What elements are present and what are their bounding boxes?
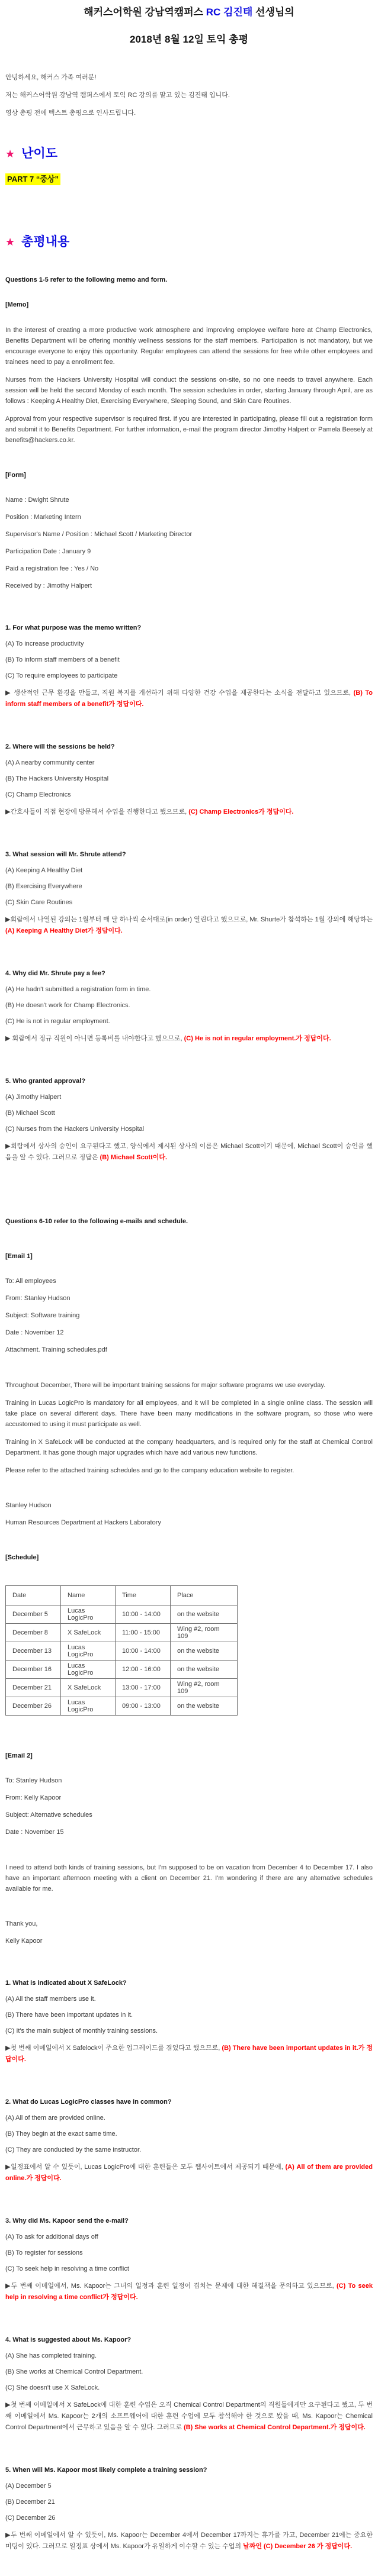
answer-explanation <box>5 807 373 818</box>
question-block-s1q4 <box>5 969 373 1044</box>
correct-answer-text: 날짜인 (C) December 26 가 정답이다. <box>243 2543 353 2550</box>
correct-answer-text: (B) Michael Scott이다. <box>100 1154 168 1161</box>
option-c: (C) He is not in regular employment. <box>5 1018 110 1025</box>
explanation-text: ▶간호사들이 직접 현장에 방문해서 수업을 진행한다고 했으므로, <box>5 808 189 815</box>
review-heading-label: 총평내용 <box>21 235 70 249</box>
email2-closing: Thank you, <box>5 1920 38 1927</box>
cell-date: December 13 <box>6 1642 61 1661</box>
question-text: 1. For what purpose was the memo written? <box>5 624 142 631</box>
explanation-text: ▶두 번째 이메일에서, Ms. Kapoor는 그녀의 일정과 훈련 일정이 겹치는 문제에 대한 해결책을 문의하고 있으므로, <box>5 2282 337 2290</box>
question-block-s2q1 <box>5 1978 373 2065</box>
email1-paragraph-3: Training in X SafeLock will be conducted at the company headquarters, and is required only for the staff at Chemical Control Department. It has gone though major upgrades which have add various new functions. <box>5 1439 373 1456</box>
form-line-supervisor: Supervisor's Name / Position : Michael Scott / Marketing Director <box>5 531 193 538</box>
doc-title-line1 <box>5 5 373 20</box>
col-header-date: Date <box>6 1586 61 1605</box>
explanation-text: ▶회람에서 나열된 강의는 1월부터 매 달 하나씩 순서대로(in order) 열린다고 했으므로, Mr. Shurte가 참석하는 1월 강의에 해당하는 <box>5 916 373 923</box>
memo-paragraph-1: In the interest of creating a more productive work atmosphere and improving employee welfare here at Champ Electronics, Benefits Department will be offering monthly wellness sessions for the staff members. Participation is not mandatory, but we encourage everyone to enjoy this opportunity. Regular employees can attend the sessions for free while other employees and trainees need to pay a enrollment fee. <box>5 327 373 366</box>
explanation-text: ▶ 생산적인 근무 환경을 만들고, 직원 복지를 개선하기 위해 다양한 건강 수업을 제공한다는 소식을 전달하고 있으므로, <box>5 689 354 697</box>
explanation-text: ▶일정표에서 알 수 있듯이, Lucas LogicPro에 대한 훈련들은 모두 웹사이트에서 제공되기 때문에, <box>5 2164 286 2171</box>
form-line-registration-fee: Paid a registration fee : Yes / No <box>5 565 99 572</box>
option-a: (A) December 5 <box>5 2482 52 2490</box>
answer-explanation <box>5 1033 373 1044</box>
email1-to: To: All employees <box>5 1278 56 1285</box>
table-row <box>6 1697 238 1716</box>
option-a: (A) He hadn't submitted a registration form in time. <box>5 986 151 993</box>
email1-subject: Subject: Software training <box>5 1312 80 1319</box>
difficulty-heading <box>5 146 373 162</box>
email1-paragraph-4: Please refer to the attached training schedules and go to the company education website to register. <box>5 1467 294 1474</box>
table-row <box>6 1624 238 1642</box>
option-b: (B) To inform staff members of a benefit <box>5 656 120 663</box>
option-c: (C) To require employees to participate <box>5 672 118 679</box>
cell-place: on the website <box>171 1697 238 1716</box>
intro-line-2: 저는 해커스어학원 강남역 캠퍼스에서 토익 RC 강의를 맡고 있는 김진태 입니다. <box>5 92 230 99</box>
form-line-position: Position : Marketing Intern <box>5 514 81 521</box>
question-block-s1q5 <box>5 1076 373 1163</box>
cell-name: X SafeLock <box>61 1679 116 1697</box>
cell-name: Lucas LogicPro <box>61 1697 116 1716</box>
col-header-time: Time <box>116 1586 171 1605</box>
option-c: (C) They are conducted by the same instructor. <box>5 2146 142 2153</box>
option-b: (B) The Hackers University Hospital <box>5 775 109 782</box>
correct-answer-text: (B) There have been important updates in it.가 정답이다. <box>5 2045 373 2063</box>
schedule-label: [Schedule] <box>5 1554 39 1561</box>
correct-answer-text: (B) To inform staff members of a benefit가 정답이다. <box>5 689 373 708</box>
question-text: 2. Where will the sessions be held? <box>5 743 115 750</box>
answer-explanation <box>5 2530 373 2552</box>
memo-label: [Memo] <box>5 301 29 308</box>
col-header-name: Name <box>61 1586 116 1605</box>
form-line-participation-date: Participation Date : January 9 <box>5 548 91 555</box>
explanation-text: ▶첫 번째 이메일에서 X SafeLock에 대한 훈련 수업은 오직 Chemical Control Department의 직원들에게만 요구된다고 했고, 두 번째 이메일에서 Ms. Kapoor는 2개의 소프트웨어에 대한 훈련 수업에 모두 참석해야 한 것으로 봤을 때, Ms. Kapoor는 Chemical Control Department에서 근무하고 있음을 알 수 있다. 그러므로 <box>5 2401 373 2431</box>
cell-place: Wing #2, room 109 <box>171 1679 238 1697</box>
cell-time: 10:00 - 14:00 <box>116 1605 171 1624</box>
training-schedule-table <box>5 1585 238 1716</box>
question-text: 1. What is indicated about X SafeLock? <box>5 1979 127 1987</box>
option-a: (A) All the staff members use it. <box>5 1995 96 2003</box>
question-block-s2q3 <box>5 2216 373 2303</box>
email1-attachment: Attachment. Training schedules.pdf <box>5 1346 107 1353</box>
option-b: (B) Exercising Everywhere <box>5 883 82 890</box>
star-icon: ★ <box>5 148 15 160</box>
email1-signature-name: Stanley Hudson <box>5 1502 52 1509</box>
cell-time: 09:00 - 13:00 <box>116 1697 171 1716</box>
question-text: 4. Why did Mr. Shrute pay a fee? <box>5 970 105 977</box>
option-c: (C) Skin Care Routines <box>5 899 73 906</box>
cell-name: X SafeLock <box>61 1624 116 1642</box>
cell-place: on the website <box>171 1642 238 1661</box>
table-row <box>6 1661 238 1679</box>
question-text: 4. What is suggested about Ms. Kapoor? <box>5 2336 132 2343</box>
option-b: (B) He doesn't work for Champ Electronics. <box>5 1002 130 1009</box>
option-c: (C) To seek help in resolving a time conflict <box>5 2265 129 2272</box>
memo-paragraph-2: Nurses from the Hackers University Hospital will conduct the sessions on-site, so no one needs to travel anywhere. Each session will be held the second Monday of each month. The session schedules in order, starting January through April, are as follows : Keeping A Healthy Diet, Exercising Everywhere, Sleeping Sound, and Skin Care Routines. <box>5 376 373 405</box>
answer-explanation <box>5 1141 373 1163</box>
form-line-received-by: Received by : Jimothy Halpert <box>5 582 92 589</box>
option-b: (B) Michael Scott <box>5 1110 55 1117</box>
option-b: (B) She works at Chemical Control Department. <box>5 2368 143 2375</box>
correct-answer-text: (B) She works at Chemical Control Department.가 정답이다. <box>184 2424 366 2431</box>
col-header-place: Place <box>171 1586 238 1605</box>
email1-paragraph-2: Training in Lucas LogicPro is mandatory for all employees, and it will be completed in a single online class. The session will take place on several different days. There have been many modifications in the software program, so those who were accustomed to using it must participate as well. <box>5 1400 373 1428</box>
intro-line-3: 영상 총평 전에 텍스트 총평으로 인사드립니다. <box>5 109 136 117</box>
option-a: (A) To increase productivity <box>5 640 84 647</box>
cell-time: 11:00 - 15:00 <box>116 1624 171 1642</box>
cell-name: Lucas LogicPro <box>61 1605 116 1624</box>
option-a: (A) All of them are provided online. <box>5 2114 105 2122</box>
correct-answer-text: (A) Keeping A Healthy Diet가 정답이다. <box>5 927 123 934</box>
answer-explanation <box>5 688 373 710</box>
email1-date: Date : November 12 <box>5 1329 64 1336</box>
cell-time: 10:00 - 14:00 <box>116 1642 171 1661</box>
title-prefix: 해커스어학원 강남역캠퍼스 <box>84 7 206 18</box>
form-label: [Form] <box>5 472 26 479</box>
table-header-row <box>6 1586 238 1605</box>
option-b: (B) There have been important updates in it. <box>5 2011 133 2019</box>
cell-date: December 21 <box>6 1679 61 1697</box>
email2-paragraph-1: I need to attend both kinds of training sessions, but I'm supposed to be on vacation from December 4 to December 17. I also have an important afternoon meeting with a client on December 21. I'm wondering if there are any alternative schedules available for me. <box>5 1864 373 1892</box>
question-block-s2q4 <box>5 2335 373 2433</box>
greeting-line: 안녕하세요, 해커스 가족 여러분! <box>5 74 97 81</box>
answer-explanation <box>5 2400 373 2433</box>
table-row <box>6 1642 238 1661</box>
star-icon: ★ <box>5 236 15 248</box>
option-c: (C) It's the main subject of monthly training sessions. <box>5 2027 158 2035</box>
question-text: 3. Why did Ms. Kapoor send the e-mail? <box>5 2217 129 2224</box>
email1-label: [Email 1] <box>5 1253 33 1260</box>
difficulty-heading-label: 난이도 <box>21 147 57 160</box>
option-a: (A) A nearby community center <box>5 759 95 766</box>
correct-answer-text: (C) He is not in regular employment.가 정답이다. <box>184 1035 331 1042</box>
question-block-s1q3 <box>5 850 373 937</box>
correct-answer-text: (C) To seek help in resolving a time conflict가 정답이다. <box>5 2282 373 2301</box>
email1-paragraph-1: Throughout December, There will be important training sessions for major software programs we use everyday. <box>5 1382 326 1389</box>
email1-from: From: Stanley Hudson <box>5 1295 71 1302</box>
email2-from: From: Kelly Kapoor <box>5 1794 62 1801</box>
question-text: 5. When will Ms. Kapoor most likely complete a training session? <box>5 2467 207 2474</box>
explanation-text: ▶첫 번째 이메일에서 X Safelock이 주요한 업그레이드를 겪었다고 했으므로, <box>5 2045 222 2052</box>
answer-explanation <box>5 914 373 937</box>
title-teacher-name: RC 김진태 <box>206 7 253 18</box>
cell-date: December 16 <box>6 1661 61 1679</box>
cell-time: 13:00 - 17:00 <box>116 1679 171 1697</box>
option-b: (B) December 21 <box>5 2498 55 2506</box>
cell-name: Lucas LogicPro <box>61 1661 116 1679</box>
part7-difficulty-badge: PART 7 “중상” <box>5 173 60 185</box>
correct-answer-text: (C) Champ Electronics가 정답이다. <box>188 808 294 815</box>
answer-explanation <box>5 2043 373 2065</box>
cell-date: December 5 <box>6 1605 61 1624</box>
answer-explanation <box>5 2281 373 2303</box>
cell-place: on the website <box>171 1605 238 1624</box>
cell-time: 12:00 - 16:00 <box>116 1661 171 1679</box>
cell-date: December 26 <box>6 1697 61 1716</box>
email2-subject: Subject: Alternative schedules <box>5 1811 92 1819</box>
question-block-s1q2 <box>5 742 373 818</box>
question-text: 5. Who granted approval? <box>5 1078 86 1085</box>
review-heading <box>5 234 373 250</box>
option-c: (C) December 26 <box>5 2514 56 2522</box>
question-block-s2q2 <box>5 2097 373 2184</box>
doc-title-line2: 2018년 8월 12일 토익 총평 <box>129 34 249 45</box>
set1-intro: Questions 1-5 refer to the following memo and form. <box>5 276 168 283</box>
option-c: (C) Nurses from the Hackers University Hospital <box>5 1126 145 1133</box>
cell-name: Lucas LogicPro <box>61 1642 116 1661</box>
cell-place: on the website <box>171 1661 238 1679</box>
form-line-name: Name : Dwight Shrute <box>5 496 69 504</box>
option-c: (C) She doesn't use X SafeLock. <box>5 2384 100 2391</box>
option-a: (A) Jimothy Halpert <box>5 1094 62 1101</box>
explanation-text: ▶회람에서 상사의 승인이 요구된다고 했고, 양식에서 제시된 상사의 이름은 Michael Scott이기 때문에, Michael Scott이 승인을 했음을 알 수 있다. 그러므로 정답은 <box>5 1143 373 1161</box>
explanation-text: ▶두 번째 이메일에서 알 수 있듯이, Ms. Kapoor는 December 4에서 December 17까지는 휴가를 가고, December 21에는 중요한 미팅이 있다. 그러므로 일정표 상에서 Ms. Kapoor가 유일하게 이수할 수 있는 수업의 <box>5 2532 373 2550</box>
option-a: (A) Keeping A Healthy Diet <box>5 867 83 874</box>
option-b: (B) To register for sessions <box>5 2249 83 2256</box>
email2-label: [Email 2] <box>5 1752 33 1759</box>
table-row <box>6 1679 238 1697</box>
email1-signature-dept: Human Resources Department at Hackers Laboratory <box>5 1519 161 1526</box>
question-text: 2. What do Lucas LogicPro classes have in common? <box>5 2098 172 2106</box>
option-b: (B) They begin at the exact same time. <box>5 2130 117 2137</box>
email2-date: Date : November 15 <box>5 1829 64 1836</box>
cell-date: December 8 <box>6 1624 61 1642</box>
question-block-s1q1 <box>5 623 373 710</box>
option-a: (A) To ask for additional days off <box>5 2233 98 2240</box>
email2-to: To: Stanley Hudson <box>5 1777 62 1784</box>
option-a: (A) She has completed training. <box>5 2352 97 2359</box>
set2-intro: Questions 6-10 refer to the following e-mails and schedule. <box>5 1218 188 1225</box>
correct-answer-text: (A) All of them are provided online.가 정답이다. <box>5 2164 373 2182</box>
question-block-s2q5 <box>5 2465 373 2552</box>
option-c: (C) Champ Electronics <box>5 791 71 798</box>
table-row <box>6 1605 238 1624</box>
question-text: 3. What session will Mr. Shrute attend? <box>5 851 126 858</box>
answer-explanation <box>5 2162 373 2184</box>
email2-signature-name: Kelly Kapoor <box>5 1937 43 1945</box>
memo-paragraph-3: Approval from your respective supervisor is required first. If you are interested in participating, please fill out a registration form and submit it to Benefits Department. For further information, e-mail the program director Jimothy Halpert or Pamela Beesely at benefits@hackers.co.kr. <box>5 415 373 444</box>
cell-place: Wing #2, room 109 <box>171 1624 238 1642</box>
explanation-text: ▶ 회람에서 정규 직원이 아니면 등록비를 내야한다고 했으므로, <box>5 1035 184 1042</box>
title-suffix: 선생님의 <box>252 7 294 18</box>
